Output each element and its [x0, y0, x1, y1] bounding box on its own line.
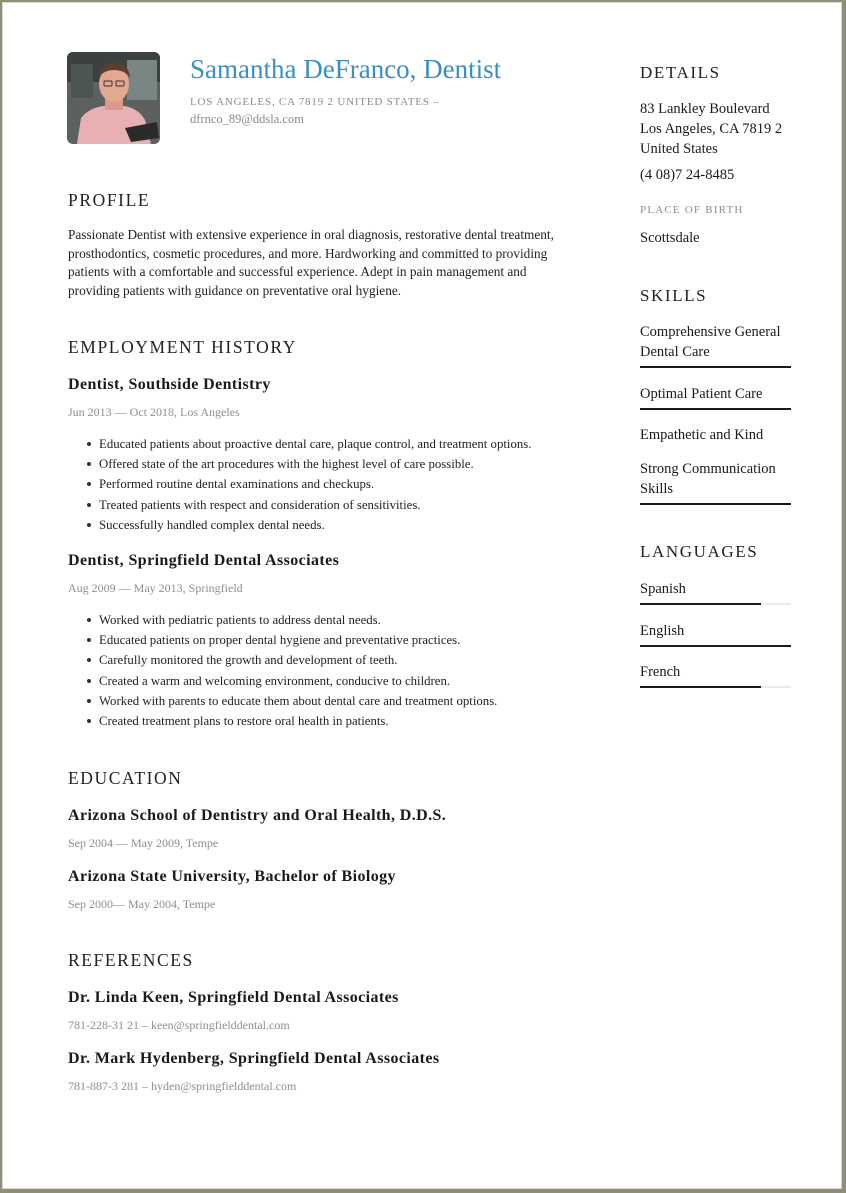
profile-photo — [67, 52, 160, 144]
languages-heading: LANGUAGES — [640, 542, 759, 561]
language-level-bar — [640, 686, 791, 688]
list-item: Performed routine dental examinations and checkups. — [68, 474, 531, 494]
skills-heading: SKILLS — [640, 286, 708, 305]
skill-level-bar — [640, 366, 791, 368]
list-item: Carefully monitored the growth and development of teeth. — [68, 650, 497, 670]
contact-address: LOS ANGELES, CA 7819 2 UNITED STATES – — [190, 96, 440, 108]
profile-text: Passionate Dentist with extensive experience in oral diagnosis, restorative dental treatment, prosthodontics, cosmetic procedures, and more. Hardworking and committed to providing patients with a comfortable and successful experience. Adept in pain management and providing patients with guidance on preventative oral hygiene. — [68, 227, 554, 298]
candidate-name: Samantha DeFranco, Dentist — [190, 54, 502, 84]
address-line-2: Los Angeles, CA 7819 2 — [640, 121, 783, 137]
skill-label: Strong Communication Skills — [640, 461, 776, 497]
job-bullets — [68, 610, 497, 731]
job-title: Dentist, Springfield Dental Associates — [68, 552, 340, 569]
job-bullets — [68, 434, 531, 535]
address-line-1: 83 Lankley Boulevard — [640, 101, 770, 117]
language-label: Spanish — [640, 581, 686, 597]
list-item: Treated patients with respect and consideration of sensitivities. — [68, 495, 531, 515]
language-level-fill — [640, 686, 761, 688]
skill-level-bar — [640, 408, 791, 410]
list-item: Created treatment plans to restore oral health in patients. — [68, 711, 497, 731]
references-heading: REFERENCES — [68, 950, 194, 970]
list-item: Created a warm and welcoming environment, conducive to children. — [68, 671, 497, 691]
address-line-3: United States — [640, 141, 718, 157]
language-level-fill — [640, 645, 791, 647]
language-level-bar — [640, 645, 791, 647]
skill-level-fill — [640, 366, 791, 368]
resume-page — [2, 2, 842, 1189]
education-heading: EDUCATION — [68, 768, 183, 788]
skill-level-bar — [640, 503, 791, 505]
list-item: Offered state of the art procedures with the highest level of care possible. — [68, 454, 531, 474]
education-title: Arizona School of Dentistry and Oral Health, D.D.S. — [68, 807, 447, 824]
contact-email[interactable]: dfrnco_89@ddsla.com — [190, 112, 304, 126]
profile-heading: PROFILE — [68, 190, 151, 210]
details-heading: DETAILS — [640, 63, 721, 82]
education-date: Sep 2004 — May 2009, Tempe — [68, 836, 219, 850]
employment-heading: EMPLOYMENT HISTORY — [68, 337, 297, 357]
skill-level-fill — [640, 408, 791, 410]
place-of-birth: Scottsdale — [640, 230, 700, 246]
reference-name: Dr. Linda Keen, Springfield Dental Associates — [68, 989, 399, 1006]
language-level-fill — [640, 603, 761, 605]
skill-label: Comprehensive General Dental Care — [640, 324, 781, 360]
skill-level-fill — [640, 503, 791, 505]
job-title: Dentist, Southside Dentistry — [68, 376, 271, 393]
list-item: Successfully handled complex dental needs. — [68, 515, 531, 535]
job-date: Aug 2009 — May 2013, Springfield — [68, 581, 243, 595]
list-item: Educated patients on proper dental hygiene and preventative practices. — [68, 630, 497, 650]
list-item: Worked with parents to educate them about dental care and treatment options. — [68, 691, 497, 711]
list-item: Educated patients about proactive dental care, plaque control, and treatment options. — [68, 434, 531, 454]
language-label: English — [640, 623, 685, 639]
language-label: French — [640, 664, 681, 680]
job-date: Jun 2013 — Oct 2018, Los Angeles — [68, 405, 240, 419]
education-title: Arizona State University, Bachelor of Biology — [68, 868, 396, 885]
reference-contact: 781-228-31 21 – keen@springfielddental.com — [68, 1018, 290, 1032]
reference-contact: 781-887-3 281 – hyden@springfielddental.com — [68, 1079, 297, 1093]
language-level-bar — [640, 603, 791, 605]
skill-label: Empathetic and Kind — [640, 427, 764, 443]
reference-name: Dr. Mark Hydenberg, Springfield Dental Associates — [68, 1050, 440, 1067]
place-of-birth-label: PLACE OF BIRTH — [640, 204, 744, 216]
list-item: Worked with pediatric patients to address dental needs. — [68, 610, 497, 630]
skill-label: Optimal Patient Care — [640, 386, 763, 402]
education-date: Sep 2000— May 2004, Tempe — [68, 897, 216, 911]
person-photo-icon — [67, 52, 160, 144]
phone-number: (4 08)7 24-8485 — [640, 167, 735, 183]
